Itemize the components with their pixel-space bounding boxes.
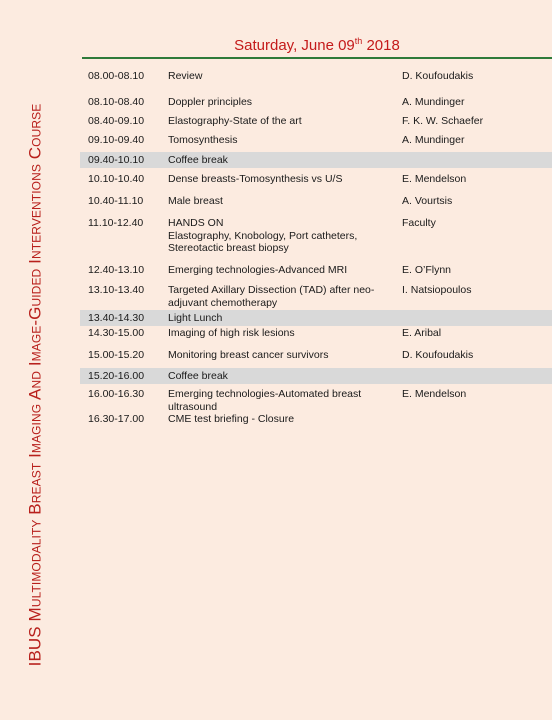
row-topic: Tomosynthesis (168, 134, 238, 146)
row-time: 15.20-16.00 (88, 370, 145, 382)
row-topic: Elastography-State of the art (168, 115, 302, 127)
row-time: 08.10-08.40 (88, 96, 145, 108)
day-heading-ordinal: th (354, 36, 363, 46)
row-topic: Monitoring breast cancer survivors (168, 349, 329, 361)
row-time: 13.40-14.30 (88, 312, 145, 324)
day-heading-year: 2018 (362, 37, 400, 54)
row-topic: Dense breasts-Tomosynthesis vs U/S (168, 173, 343, 185)
day-heading-date: Saturday, June 09 (234, 37, 355, 54)
row-time: 16.00-16.30 (88, 388, 145, 400)
heading-rule (82, 57, 552, 59)
row-topic: Male breast (168, 195, 223, 207)
row-speaker: E. O’Flynn (402, 264, 452, 276)
day-heading (82, 36, 552, 54)
schedule-break-row (80, 152, 552, 168)
row-speaker: E. Aribal (402, 327, 442, 339)
row-speaker: A. Mundinger (402, 134, 465, 146)
row-time: 09.10-09.40 (88, 134, 145, 146)
row-topic: Light Lunch (168, 312, 223, 324)
row-topic-block (168, 217, 388, 255)
row-time: 09.40-10.10 (88, 154, 145, 166)
row-time: 12.40-13.10 (88, 264, 145, 276)
row-topic: Doppler principles (168, 96, 253, 108)
schedule-break-row (80, 310, 552, 326)
course-title-vertical (22, 65, 48, 705)
row-time: 11.10-12.40 (88, 217, 144, 229)
course-title-text: IBUS Multimodality Breast Imaging And Image-Guided Interventions Course (25, 103, 44, 667)
row-topic: Emerging technologies-Advanced MRI (168, 264, 348, 276)
row-speaker: E. Mendelson (402, 173, 467, 185)
row-topic: Imaging of high risk lesions (168, 327, 295, 339)
row-speaker: D. Koufoudakis (402, 70, 474, 82)
row-time: 14.30-15.00 (88, 327, 145, 339)
row-topic-detail: Elastography, Knobology, Port catheters, Stereotactic breast biopsy (168, 229, 358, 254)
row-topic: Emerging technologies-Automated breast ultrasound (168, 388, 362, 413)
row-time: 08.00-08.10 (88, 70, 145, 82)
row-speaker: I. Natsiopoulos (402, 284, 472, 296)
row-time: 13.10-13.40 (88, 284, 145, 296)
row-time: 15.00-15.20 (88, 349, 145, 361)
row-topic: Coffee break (168, 370, 228, 382)
row-topic: Targeted Axillary Dissection (TAD) after neo-adjuvant chemotherapy (168, 284, 375, 309)
row-topic: Coffee break (168, 154, 228, 166)
row-topic: CME test briefing - Closure (168, 413, 295, 425)
row-time: 10.40-11.10 (88, 195, 144, 207)
schedule-break-row (80, 368, 552, 384)
row-speaker: F. K. W. Schaefer (402, 115, 484, 127)
row-topic: HANDS ON (168, 217, 224, 229)
row-time: 10.10-10.40 (88, 173, 145, 185)
row-speaker: Faculty (402, 217, 436, 229)
row-time: 16.30-17.00 (88, 413, 145, 425)
row-speaker: A. Vourtsis (402, 195, 453, 207)
row-speaker: A. Mundinger (402, 96, 465, 108)
row-topic: Review (168, 70, 203, 82)
row-time: 08.40-09.10 (88, 115, 145, 127)
row-speaker: D. Koufoudakis (402, 349, 474, 361)
row-speaker: E. Mendelson (402, 388, 467, 400)
